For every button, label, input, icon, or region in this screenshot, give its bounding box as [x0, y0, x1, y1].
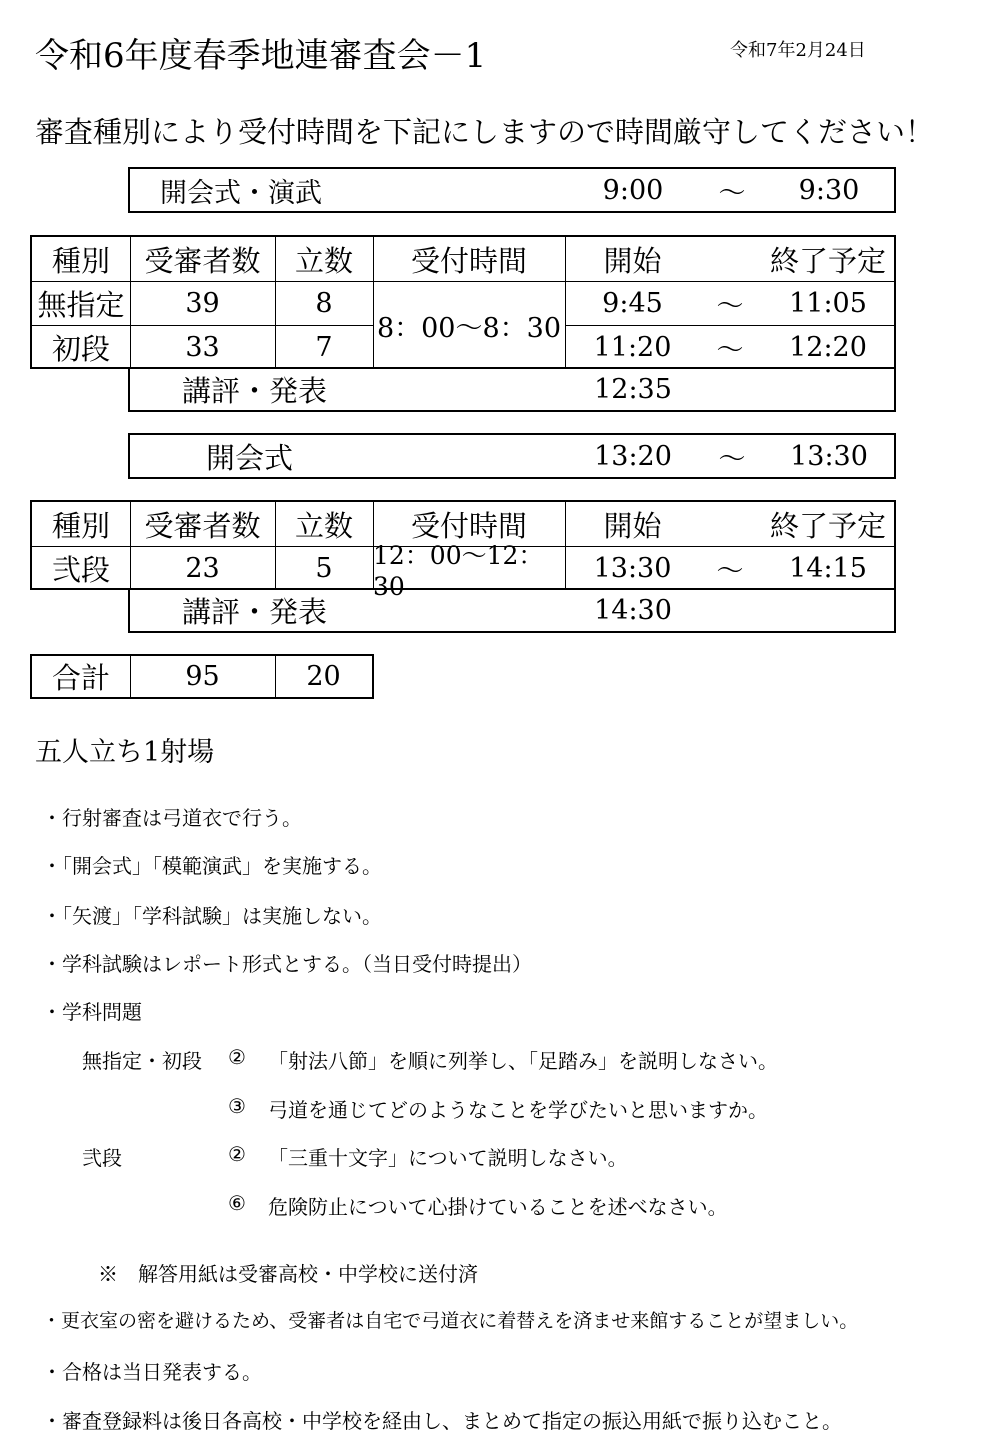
row-count: 23	[185, 552, 220, 584]
header-start: 開始	[603, 508, 662, 543]
header-type: 種別	[51, 243, 110, 278]
opening-start: 9:00	[602, 174, 664, 206]
question-text: 弓道を通じてどのようなことを学びたいと思いますか。	[268, 1098, 768, 1122]
row-sep: ～	[716, 555, 744, 587]
note-line: ・学科試験はレポート形式とする。（当日受付時提出）	[42, 952, 532, 976]
header-end: 終了予定	[769, 508, 886, 543]
header-stands: 立数	[294, 243, 353, 278]
review-label: 講評・発表	[182, 374, 328, 408]
opening2-end: 13:30	[790, 440, 868, 472]
row-end: 11:05	[789, 287, 867, 319]
row-start: 13:30	[593, 552, 672, 584]
header-stands: 立数	[294, 508, 353, 543]
document-date: 令和7年2月24日	[730, 40, 866, 61]
header-reception: 受付時間	[410, 508, 527, 543]
note-line: ・更衣室の密を避けるため、受審者は自宅で弓道衣に着替えを済ませ来館することが望ましい。	[42, 1310, 859, 1332]
opening-ceremony-box-2	[128, 433, 896, 479]
question-text: 「射法八節」を順に列挙し、「足踏み」を説明しなさい。	[268, 1049, 778, 1073]
row-start: 11:20	[593, 331, 672, 363]
question-number: ②	[228, 1045, 246, 1069]
header-count: 受審者数	[144, 508, 261, 543]
row-stands: 5	[315, 552, 333, 584]
answer-note: ※ 解答用紙は受審高校・中学校に送付済	[98, 1262, 478, 1286]
header-end: 終了予定	[769, 243, 886, 278]
review-time: 14:30	[594, 595, 672, 626]
question-group-label: 弐段	[82, 1146, 122, 1170]
opening-ceremony-box	[128, 167, 896, 213]
question-number: ⑥	[228, 1191, 246, 1215]
schedule-table-2	[30, 500, 896, 601]
row-end: 12:20	[789, 331, 867, 363]
header-start: 開始	[603, 243, 662, 278]
row-start: 9:45	[602, 287, 663, 319]
note-line: ・審査登録料は後日各高校・中学校を経由し、まとめて指定の振込用紙で振り込むこと。	[42, 1409, 842, 1433]
opening-end: 9:30	[798, 174, 860, 206]
page-title: 令和6年度春季地連審査会－1	[35, 36, 487, 76]
question-text: 「三重十文字」について説明しなさい。	[268, 1146, 628, 1170]
row-count: 33	[185, 331, 220, 363]
total-stands: 20	[306, 661, 341, 692]
review-time: 12:35	[594, 374, 672, 405]
review-box-1	[128, 367, 896, 412]
row-type: 初段	[51, 331, 110, 366]
total-count: 95	[185, 661, 220, 692]
note-line: ・行射審査は弓道衣で行う。	[42, 806, 302, 830]
row-count: 39	[185, 287, 220, 319]
opening2-start: 13:20	[594, 440, 672, 472]
row-type: 無指定	[37, 287, 125, 322]
note-line: ・学科問題	[42, 1000, 142, 1024]
row-stands: 8	[315, 287, 333, 319]
row-stands: 7	[315, 331, 333, 363]
header-reception: 受付時間	[410, 243, 527, 278]
opening2-sep: ～	[718, 443, 746, 475]
header-type: 種別	[51, 508, 110, 543]
reception-time: 12：00～12：30	[373, 540, 544, 601]
schedule-table-1	[30, 235, 896, 369]
reception-time: 8：00～8：30	[376, 312, 562, 344]
opening-label: 開会式・演武	[160, 177, 322, 209]
notice-text: 審査種別により受付時間を下記にしますので時間厳守してください！	[35, 115, 935, 149]
review-label: 講評・発表	[182, 595, 328, 629]
note-line: ・合格は当日発表する。	[42, 1360, 262, 1384]
total-label: 合計	[51, 661, 110, 695]
row-sep: ～	[716, 290, 744, 322]
header-count: 受審者数	[144, 243, 261, 278]
question-text: 危険防止について心掛けていることを述べなさい。	[268, 1195, 728, 1219]
row-end: 14:15	[789, 552, 867, 584]
question-number: ②	[228, 1142, 246, 1166]
row-sep: ～	[716, 334, 744, 366]
opening2-label: 開会式	[206, 440, 294, 475]
note-line: ・「開会式」「模範演武」を実施する。	[42, 854, 382, 878]
total-table	[30, 654, 374, 699]
question-number: ③	[228, 1094, 246, 1118]
question-group-label: 無指定・初段	[82, 1049, 202, 1073]
note-line: ・「矢渡」「学科試験」は実施しない。	[42, 904, 382, 928]
review-box-2	[128, 588, 896, 633]
opening-sep: ～	[718, 177, 746, 209]
section-title: 五人立ち1射場	[35, 737, 215, 768]
row-type: 弐段	[51, 552, 110, 587]
